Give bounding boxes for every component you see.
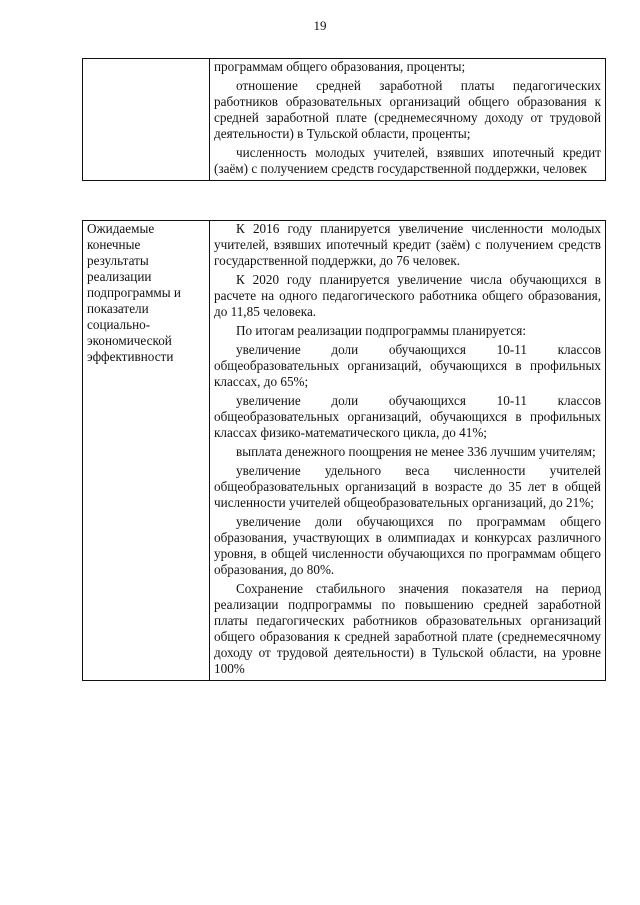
paragraph: увеличение удельного веса численности учителей общеобразовательных организаций в возрасте до 35 лет в общей численности учителей общеобразовательных организаций, до 21%; (214, 463, 601, 510)
paragraph: увеличение доли обучающихся по программам общего образования, участвующих в олимпиадах и конкурсах различного уровня, в общей численности обучающихся по программам общего образования, до 80%. (214, 514, 601, 577)
paragraph: выплата денежного поощрения не менее 336 лучшим учителям; (236, 444, 596, 459)
table-row (83, 221, 606, 681)
paragraph: увеличение доли обучающихся 10-11 классов общеобразовательных организаций, обучающихся в профильных классах, до 65%; (214, 342, 601, 389)
page-number: 19 (313, 18, 327, 33)
table-right-cell (210, 221, 606, 681)
paragraph: К 2016 году планируется увеличение численности молодых учителей, взявших ипотечный кредит (заём) с получением средств государственной поддержки, до 76 человек. (214, 221, 601, 268)
row-label-line: результаты (87, 253, 149, 268)
row-label-line: социально- (87, 317, 151, 332)
table-row (83, 59, 606, 181)
row-label-line: показатели (87, 301, 149, 316)
row-label-cell (83, 221, 210, 681)
paragraph: увеличение доли обучающихся 10-11 классов общеобразовательных организаций, обучающихся в профильных классах физико-математического цикла, до 41%; (214, 393, 601, 440)
table-right-cell (210, 59, 606, 181)
row-label-line: конечные (87, 237, 141, 252)
table-left-cell (83, 59, 210, 181)
paragraph: программам общего образования, проценты; (214, 59, 466, 74)
row-label-line: экономической (87, 333, 172, 348)
paragraph: По итогам реализации подпрограммы планируется: (236, 323, 527, 338)
paragraph: К 2020 году планируется увеличение числа обучающихся в расчете на одного педагогического работника общего образования, до 11,85 человека. (214, 272, 601, 319)
paragraph: численность молодых учителей, взявших ипотечный кредит (заём) с получением средств государственной поддержки, человек (214, 145, 601, 176)
table-continued (82, 58, 606, 181)
table-expected-results (82, 220, 606, 681)
paragraph: Сохранение стабильного значения показателя на период реализации подпрограммы по повышению средней заработной платы педагогических работников образовательных организаций общего образования к средней заработной плате (среднемесячному доходу от трудовой деятельности) в Тульской области, на уровне 100% (214, 581, 601, 676)
paragraph: отношение средней заработной платы педагогических работников образовательных организаций общего образования к средней заработной плате (среднемесячному доходу от трудовой деятельности) в Тульской области, проценты; (214, 78, 601, 141)
row-label-line: подпрограммы и (87, 285, 181, 300)
row-label-line: Ожидаемые (87, 221, 155, 236)
row-label-line: эффективности (87, 349, 174, 364)
row-label-line: реализации (87, 269, 152, 284)
